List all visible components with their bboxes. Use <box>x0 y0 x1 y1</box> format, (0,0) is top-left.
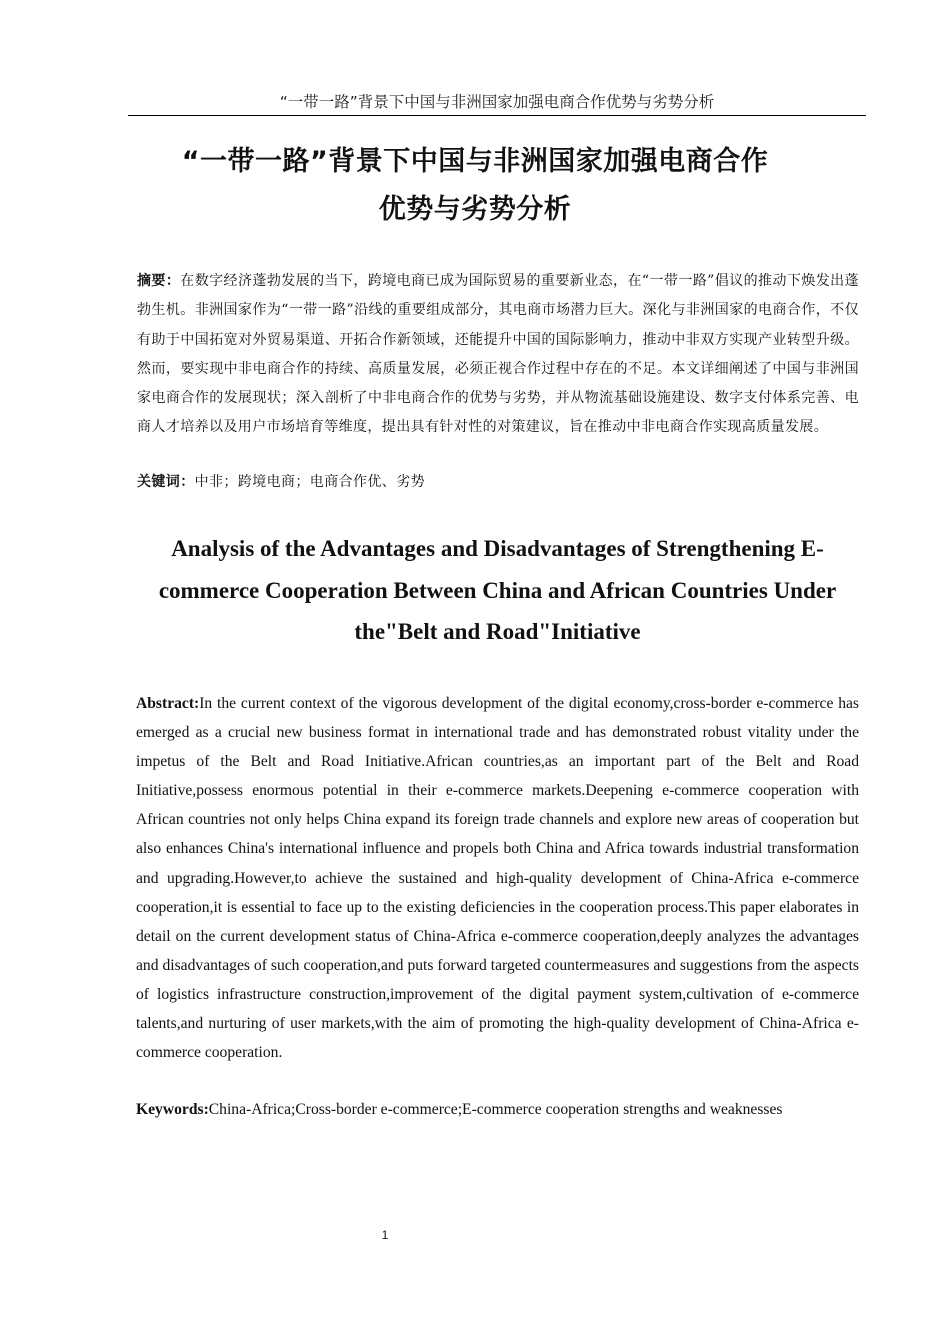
running-header: “一带一路”背景下中国与非洲国家加强电商合作优势与劣势分析 <box>128 92 866 116</box>
chinese-abstract-label: 摘要： <box>137 273 181 289</box>
chinese-title <box>60 138 890 234</box>
chinese-abstract <box>137 267 859 443</box>
english-title-line-3: the"Belt and Road"Initiative <box>354 619 641 644</box>
chinese-abstract-text: 在数字经济蓬勃发展的当下，跨境电商已成为国际贸易的重要新业态，在“一带一路”倡议的推动下焕发出蓬勃生机。非洲国家作为“一带一路”沿线的重要组成部分，其电商市场潜力巨大。深化与非洲国家的电商合作，不仅有助于中国拓宽对外贸易渠道、开拓合作新领域，还能提升中国的国际影响力，推动中非双方实现产业转型升级。然而，要实现中非电商合作的持续、高质量发展，必须正视合作过程中存在的不足。本文详细阐述了中国与非洲国家电商合作的发展现状；深入剖析了中非电商合作的优势与劣势，并从物流基础设施建设、数字支付体系完善、电商人才培养以及用户市场培育等维度，提出具有针对性的对策建议，旨在推动中非电商合作实现高质量发展。 <box>137 273 859 436</box>
english-abstract <box>136 689 859 1067</box>
english-title <box>130 528 865 653</box>
chinese-keywords-label: 关键词： <box>137 474 195 490</box>
english-keywords-label: Keywords: <box>136 1101 209 1118</box>
english-keywords-text: China-Africa;Cross-border e-commerce;E-commerce cooperation strengths and weaknesses <box>208 1101 783 1118</box>
english-keywords <box>136 1096 859 1124</box>
page-number: 1 <box>381 1228 389 1242</box>
chinese-keywords <box>137 468 859 496</box>
english-title-line-2: commerce Cooperation Between China and African Countries Under <box>158 577 837 603</box>
english-abstract-label: Abstract: <box>136 695 200 712</box>
english-abstract-text: In the current context of the vigorous development of the digital economy,cross-border e-commerce has emerged as a crucial new business format in international trade and has demonstrated robust vitality under the impetus of the Belt and Road Initiative.African countries,as an important part of the Belt and Road Initiative,possess enormous potential in their e-commerce markets.Deepening e-commerce cooperation with African countries not only helps China expand its foreign trade channels and explore new areas of cooperation but also enhances China's international influence and propels both China and Africa towards industrial transformation and upgrading.However,to achieve the sustained and high-quality development of China-Africa e-commerce cooperation,it is essential to face up to the existing deficiencies in the cooperation process.This paper elaborates in detail on the current development status of China-Africa e-commerce cooperation,deeply analyzes the advantages and disadvantages of such cooperation,and puts forward targeted countermeasures and suggestions from the aspects of logistics infrastructure construction,improvement of the digital payment system,cultivation of e-commerce talents,and nurturing of user markets,with the aim of promoting the high-quality development of China-Africa e-commerce cooperation. <box>136 695 859 1062</box>
english-title-line-1: Analysis of the Advantages and Disadvantages of Strengthening E- <box>171 536 824 561</box>
chinese-keywords-text: 中非；跨境电商；电商合作优、劣势 <box>194 474 426 490</box>
chinese-title-line-1: “一带一路”背景下中国与非洲国家加强电商合作 <box>181 146 769 177</box>
chinese-title-line-2: 优势与劣势分析 <box>378 194 572 225</box>
